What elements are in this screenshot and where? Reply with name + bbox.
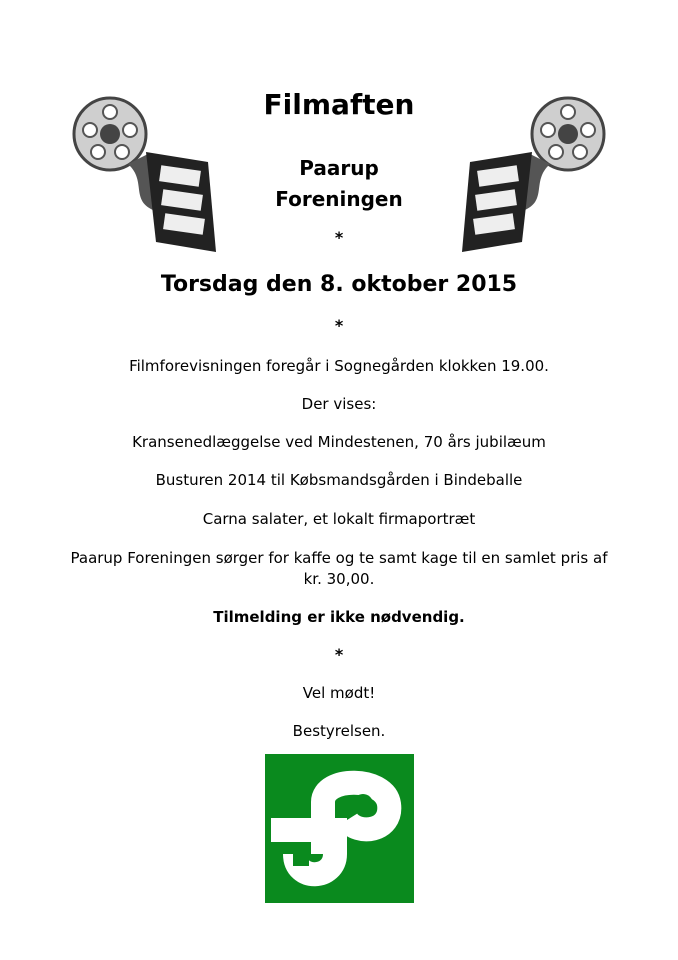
event-date: Torsdag den 8. oktober 2015: [160, 272, 518, 297]
shows-intro: Der vises:: [301, 395, 377, 413]
price-line1: Paarup Foreningen sørger for kaffe og te samt kage til en samlet pris af: [70, 549, 608, 567]
separator-3: *: [334, 645, 344, 664]
organizer-line2: Foreningen: [275, 187, 403, 211]
page-title: Filmaften: [263, 88, 415, 121]
price-line2: kr. 30,00.: [303, 570, 375, 588]
separator-2: *: [334, 316, 344, 335]
paarup-foreningen-logo: [265, 754, 414, 903]
signature: Bestyrelsen.: [292, 722, 386, 740]
show-item: Busturen 2014 til Købsmandsgården i Bindeballe: [155, 471, 523, 489]
location-text: Filmforevisningen foregår i Sognegården klokken 19.00.: [129, 357, 549, 375]
show-item: Kransenedlæggelse ved Mindestenen, 70 års jubilæum: [132, 433, 546, 451]
separator-1: *: [334, 228, 344, 247]
registration-note: Tilmelding er ikke nødvendig.: [213, 608, 465, 626]
show-item: Carna salater, et lokalt firmaportræt: [202, 510, 476, 528]
organizer-line1: Paarup: [299, 156, 379, 180]
greeting: Vel mødt!: [302, 684, 376, 702]
